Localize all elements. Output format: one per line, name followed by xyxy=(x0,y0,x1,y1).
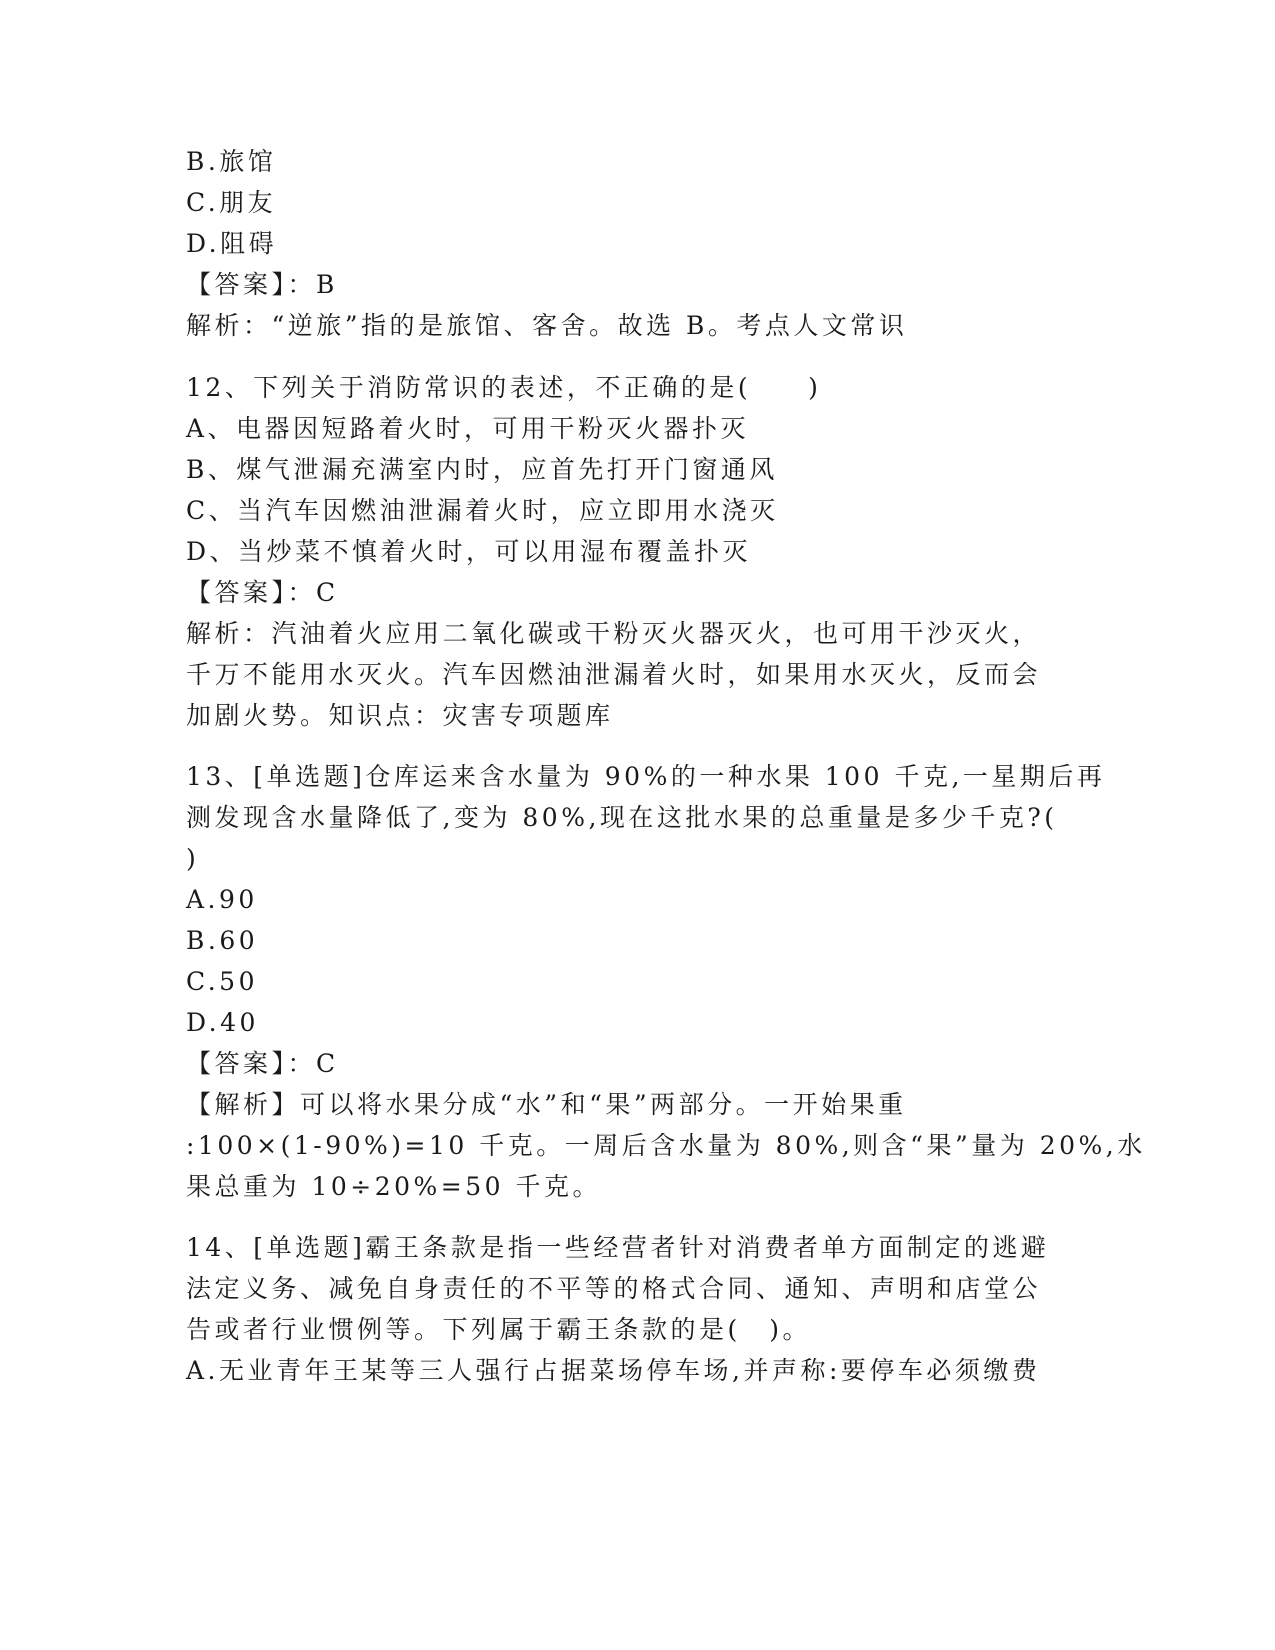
q12-analysis-line-3: 加剧火势。知识点：灾害专项题库 xyxy=(186,701,614,730)
q14-stem-line-2: 法定义务、减免自身责任的不平等的格式合同、通知、声明和店堂公 xyxy=(186,1274,1042,1303)
q11-analysis: 解析：“逆旅”指的是旅馆、客舍。故选 B。考点人文常识 xyxy=(186,311,908,340)
q12-analysis-line-2: 千万不能用水灭火。汽车因燃油泄漏着火时，如果用水灭火，反而会 xyxy=(186,660,1042,689)
q12-option-c: C、当汽车因燃油泄漏着火时，应立即用水浇灭 xyxy=(186,496,779,525)
q12-option-b: B、煤气泄漏充满室内时，应首先打开门窗通风 xyxy=(186,455,778,484)
q12-option-d: D、当炒菜不慎着火时，可以用湿布覆盖扑灭 xyxy=(186,537,752,566)
q12-option-a: A、电器因短路着火时，可用干粉灭火器扑灭 xyxy=(186,414,750,443)
q13-analysis-line-2: :100×(1-90%)=10 千克。一周后含水量为 80%,则含“果”量为 20%,水 xyxy=(186,1131,1146,1160)
q14-option-a: A.无业青年王某等三人强行占据菜场停车场,并声称:要停车必须缴费 xyxy=(186,1356,1041,1385)
q13-answer: 【答案】：C xyxy=(186,1049,339,1078)
q11-option-d: D.阻碍 xyxy=(186,229,278,258)
q13-option-d: D.40 xyxy=(186,1008,259,1037)
q11-option-c: C.朋友 xyxy=(186,188,277,217)
q12-analysis-line-1: 解析：汽油着火应用二氧化碳或干粉灭火器灭火，也可用干沙灭火， xyxy=(186,619,1042,648)
q14-stem-line-3: 告或者行业惯例等。下列属于霸王条款的是( )。 xyxy=(186,1315,812,1344)
q13-stem-line-2: 测发现含水量降低了,变为 80%,现在这批水果的总重量是多少千克?( xyxy=(186,803,1058,832)
q13-analysis-line-1: 【解析】可以将水果分成“水”和“果”两部分。一开始果重 xyxy=(186,1090,907,1119)
q13-stem-line-1: 13、[单选题]仓库运来含水量为 90%的一种水果 100 千克,一星期后再 xyxy=(186,762,1106,791)
q13-stem-line-3: ) xyxy=(186,844,200,873)
q13-option-b: B.60 xyxy=(186,926,259,955)
q13-option-a: A.90 xyxy=(186,885,258,914)
q11-answer: 【答案】：B xyxy=(186,270,338,299)
q13-option-c: C.50 xyxy=(186,967,258,996)
q13-analysis-line-3: 果总重为 10÷20%=50 千克。 xyxy=(186,1172,601,1201)
q12-stem: 12、下列关于消防常识的表述，不正确的是( ) xyxy=(186,373,822,402)
q14-stem-line-1: 14、[单选题]霸王条款是指一些经营者针对消费者单方面制定的逃避 xyxy=(186,1233,1050,1262)
q11-option-b: B.旅馆 xyxy=(186,147,277,176)
q12-answer: 【答案】：C xyxy=(186,578,339,607)
